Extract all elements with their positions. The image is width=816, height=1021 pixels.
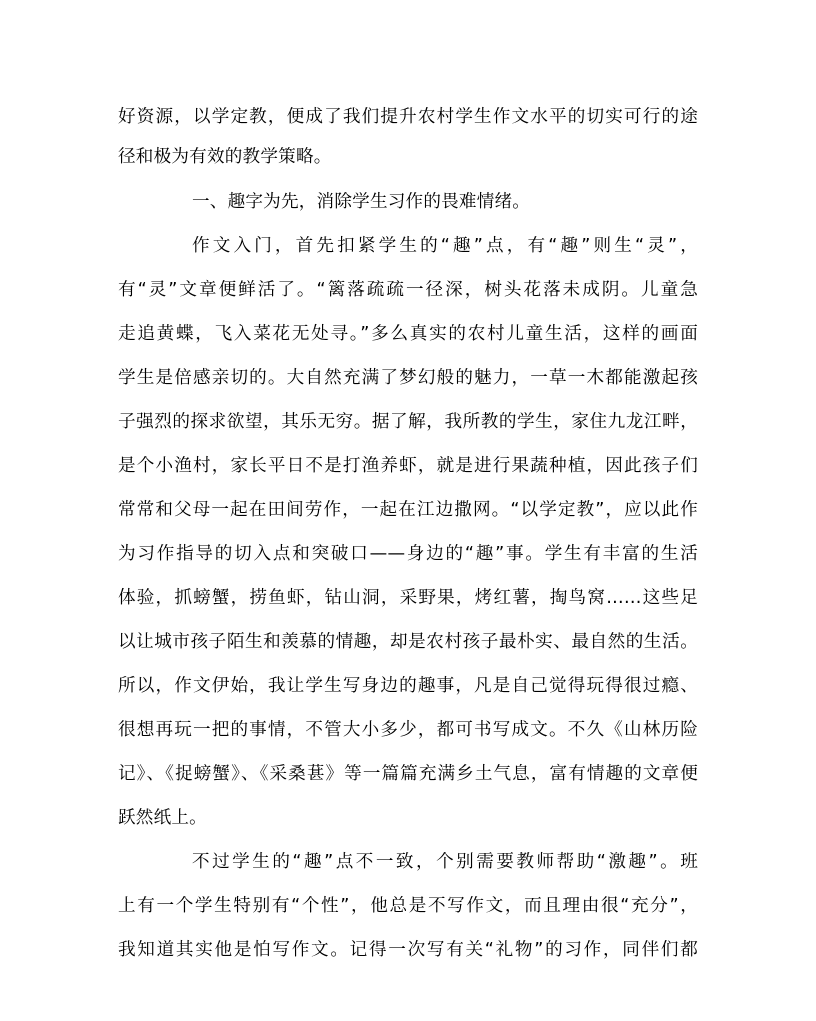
text-line: 常常和父母一起在田间劳作，一起在江边撒网。“以学定教”，应以此作 — [118, 500, 698, 520]
section-heading: 一、趣字为先，消除学生习作的畏难情绪。 — [192, 192, 531, 212]
text-line: 作文入门，首先扣紧学生的“趣”点，有“趣”则生“灵”， — [192, 236, 698, 256]
text-line: 记》、《捉螃蟹》、《采桑葚》等一篇篇充满乡土气息，富有情趣的文章便 — [118, 764, 698, 784]
text-line: 是个小渔村，家长平日不是打渔养虾，就是进行果蔬种植，因此孩子们 — [118, 456, 698, 476]
text-line: 很想再玩一把的事情，不管大小多少，都可书写成文。不久《山林历险 — [118, 720, 698, 740]
text-line: 有“灵”文章便鲜活了。“篱落疏疏一径深，树头花落未成阴。儿童急 — [118, 280, 698, 300]
text-line: 所以，作文伊始，我让学生写身边的趣事，凡是自己觉得玩得很过瘾、 — [118, 676, 698, 696]
text-line: 走追黄蝶，飞入菜花无处寻。”多么真实的农村儿童生活，这样的画面 — [118, 324, 698, 344]
text-line: 上有一个学生特别有“个性”，他总是不写作文，而且理由很“充分”， — [118, 896, 698, 916]
text-line: 我知道其实他是怕写作文。记得一次写有关“礼物”的习作，同伴们都 — [118, 940, 698, 960]
text-line: 为习作指导的切入点和突破口——身边的“趣”事。学生有丰富的生活 — [118, 544, 698, 564]
text-line: 以让城市孩子陌生和羡慕的情趣，却是农村孩子最朴实、最自然的生活。 — [118, 632, 698, 652]
text-line: 跃然纸上。 — [118, 808, 207, 828]
text-line: 体验，抓螃蟹，捞鱼虾，钻山洞，采野果，烤红薯，掏鸟窝……这些足 — [118, 588, 698, 608]
text-line: 学生是倍感亲切的。大自然充满了梦幻般的魅力，一草一木都能激起孩 — [118, 368, 698, 388]
text-line: 好资源，以学定教，便成了我们提升农村学生作文水平的切实可行的途 — [118, 107, 698, 127]
text-line: 子强烈的探求欲望，其乐无穷。据了解，我所教的学生，家住九龙江畔， — [118, 412, 698, 432]
text-line: 不过学生的“趣”点不一致，个别需要教师帮助“激趣”。班 — [192, 852, 698, 872]
text-line: 径和极为有效的教学策略。 — [118, 147, 332, 167]
